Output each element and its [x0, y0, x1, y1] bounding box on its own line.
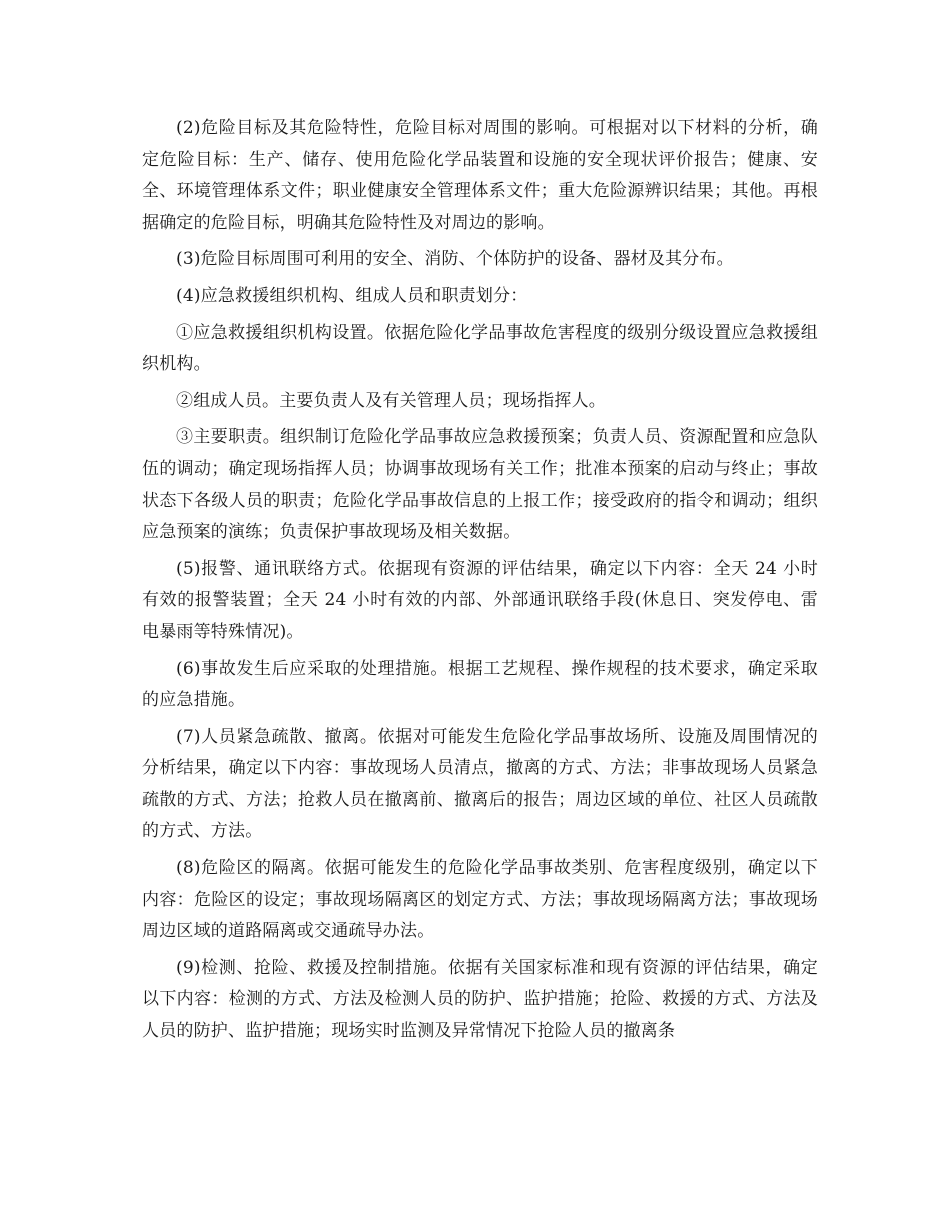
paragraph-alarm-communication: (5)报警、通讯联络方式。依据现有资源的评估结果，确定以下内容：全天 24 小时有效的报警装置；全天 24 小时有效的内部、外部通讯联络手段(休息日、突发停电、雷电暴雨等特殊情况)。	[142, 558, 818, 642]
paragraph-duties: ③主要职责。组织制订危险化学品事故应急救援预案；负责人员、资源配置和应急队伍的调动；确定现场指挥人员；协调事故现场有关工作；批准本预案的启动与终止；事故状态下各级人员的职责；危险化学品事故信息的上报工作；接受政府的指令和调动；组织应急预案的演练；负责保护事故现场及相关数据。	[142, 427, 818, 543]
document-body	[142, 113, 818, 1053]
paragraph-response-measures: (6)事故发生后应采取的处理措施。根据工艺规程、操作规程的技术要求，确定采取的应急措施。	[142, 658, 818, 711]
paragraph-detection-rescue: (9)检测、抢险、救援及控制措施。依据有关国家标准和现有资源的评估结果，确定以下内容：检测的方式、方法及检测人员的防护、监护措施；抢险、救援的方式、方法及人员的防护、监护措施；现场实时监测及异常情况下抢险人员的撤离条	[142, 957, 818, 1042]
paragraph-safety-equipment: (3)危险目标周围可利用的安全、消防、个体防护的设备、器材及其分布。	[176, 249, 734, 270]
paragraph-organization-heading: (4)应急救援组织机构、组成人员和职责划分：	[176, 285, 528, 306]
paragraph-organization-setup: ①应急救援组织机构设置。依据危险化学品事故危害程度的级别分级设置应急救援组织机构。	[142, 322, 818, 375]
paragraph-hazard-targets: (2)危险目标及其危险特性，危险目标对周围的影响。可根据对以下材料的分析，确定危险目标：生产、储存、使用危险化学品装置和设施的安全现状评价报告；健康、安全、环境管理体系文件；职业健康安全管理体系文件；重大危险源辨识结果；其他。再根据确定的危险目标，明确其危险特性及对周边的影响。	[142, 118, 818, 233]
paragraph-personnel: ②组成人员。主要负责人及有关管理人员；现场指挥人。	[176, 390, 606, 411]
paragraph-isolation: (8)危险区的隔离。依据可能发生的危险化学品事故类别、危害程度级别，确定以下内容：危险区的设定；事故现场隔离区的划定方式、方法；事故现场隔离方法；事故现场周边区域的道路隔离或交通疏导办法。	[142, 858, 818, 942]
paragraph-evacuation: (7)人员紧急疏散、撤离。依据对可能发生危险化学品事故场所、设施及周围情况的分析结果，确定以下内容：事故现场人员清点，撤离的方式、方法；非事故现场人员紧急疏散的方式、方法；抢救人员在撤离前、撤离后的报告；周边区域的单位、社区人员疏散的方式、方法。	[142, 726, 818, 842]
